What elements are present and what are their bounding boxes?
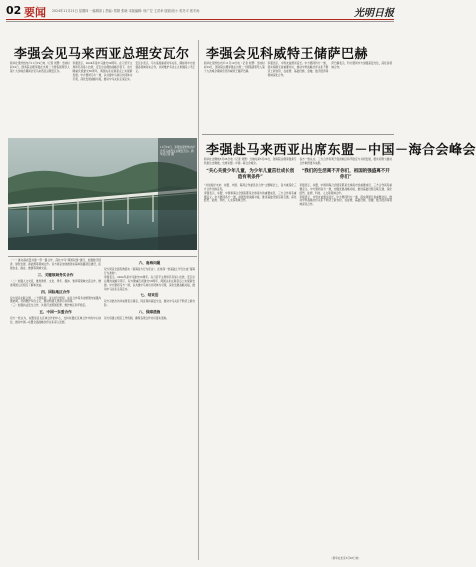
left-paragraph-1: 新华社里约热内卢11月19日电（记者 刘慧）当地时间19日，国务院总理李强在出席二十国集团领导人第十九次峰会期间会见马来西亚总理安瓦尔。 xyxy=(10,62,70,73)
section-heading-5: 五、中国一东盟合作 xyxy=(39,310,72,315)
right-top-columns xyxy=(204,62,392,132)
section-text-4: 双方同意在联合国、二十国集团、亚太经合组织、东亚合作等多边框架内加强沟通协调，共同维护多边主义，推动构建人类命运共同体。 xyxy=(10,296,101,304)
right-main-subtitle-1: “关心关爱少年儿童，为少年儿童茁壮成长创造有利条件” xyxy=(206,168,295,180)
header-rule xyxy=(6,19,394,20)
article-endnote: （新华社北京5月26日电） xyxy=(330,557,361,560)
section-text-7: 双方对此次访问成果表示满意，同意保持高层交往，推动中马关系不断迈上新台阶。 xyxy=(104,300,195,308)
section-text-5: 双方一致认为，东盟是亚太区域合作的中心，支持东盟在区域合作中的中心地位，推动中国—东盟全面战略伙伴关系深入发展。 xyxy=(10,317,101,325)
right-main-paragraph-6: 李强表示，中科友谊源远流长。中方愿同科方一道，落实两国元首重要共识，推动中科战略伙伴关系不断迈上新台阶，在能源、基础设施、金融、数字经济等领域深化合作。 xyxy=(299,195,392,207)
column-divider xyxy=(198,40,199,560)
headline-right-top: 李强会见科威特王储萨巴赫 xyxy=(206,47,369,62)
section-heading-8: 八、保障措施 xyxy=(138,310,161,315)
section-heading-4: 四、国际地区合作 xyxy=(41,289,70,294)
right-divider xyxy=(202,134,394,135)
left-lower-col-2 xyxy=(104,259,195,559)
right-top-paragraph-3: 萨巴赫表示，科方愿同中方加强高层交往，深化各领域合作。 xyxy=(331,62,393,69)
section-text-8: 双方将建立相应工作机制，确保各项合作共识落实落地。 xyxy=(104,317,169,321)
section-heading-7: 七、结束语 xyxy=(140,293,159,298)
header-rule-thin xyxy=(6,21,394,22)
right-main-col-2 xyxy=(300,158,393,558)
photo-caption-overlay xyxy=(160,146,196,157)
headline-right-main: 李强赴马来西亚出席东盟－中国－海合会峰会 xyxy=(206,143,476,158)
right-main-paragraph-3: 李强表示，东盟、中国和海合会国家都是全球南方的重要成员，三方合作具有重要意义。中方愿同各方一道，加强发展战略对接，推进基础设施互联互通，深化经贸、能源、科技、人文等领域合作。 xyxy=(204,191,297,203)
right-top-paragraph-1: 新华社里约热内卢11月19日电（记者 刘慧）当地时间19日，国务院总理李强在出席二十国集团领导人第十九次峰会期间会见科威特王储萨巴赫。 xyxy=(204,62,265,73)
left-lower-paragraph-3: （三）加强执法安全合作，共同打击跨国犯罪，维护地区和平稳定。 xyxy=(10,304,88,308)
right-main-subtitle-2: “我们的生活离不开你们，祖国的强盛离不开你们” xyxy=(301,168,390,180)
page-header xyxy=(6,4,394,18)
right-main-paragraph-1: 新华社吉隆坡5月26日电（记者 刘慧）当地时间5月26日，国务院总理李强乘专机抵达吉隆坡，出席东盟－中国－海合会峰会。 xyxy=(204,158,297,165)
left-lower-columns xyxy=(10,259,195,559)
left-lower-col-1 xyxy=(10,259,101,559)
right-main-paragraph-2: “共创美好未来：东盟、中国、海湾合作委员会合作”主题峰会上，各方就深化三方合作交换意见。 xyxy=(204,183,297,191)
right-main-columns xyxy=(204,158,392,558)
photo-caption-text: 11月19日，李强在里约热内卢会见马来西亚总理安瓦尔。新华社记者 摄 xyxy=(160,146,196,157)
left-lower-paragraph-repeat: 李强表示，2024年是中马建交50周年。在习近平主席和苏丹易卜拉欣、安瓦尔总理的战略引领下，双方隆重庆祝建交50周年，两国关系在新起点上实现新发展。中方愿同马方一道，以共建中马命运共同体为引领，深化发展战略对接，推动中马关系走深走实。 xyxy=(104,275,195,291)
right-main-paragraph-5: 李强表示，东盟、中国和海合会国家都是全球南方的重要成员，三方合作具有重要意义。中方愿同各方一道，加强发展战略对接，推进基础设施互联互通，深化经贸、能源、科技、人文等领域合作。 xyxy=(299,183,392,195)
right-top-paragraph-2: 李强表示，中科友谊源远流长。中方愿同科方一道，落实两国元首重要共识，推动中科战略伙伴关系不断迈上新台阶，在能源、基础设施、金融、数字经济等领域深化合作。 xyxy=(267,62,329,77)
left-upper-columns xyxy=(10,62,195,136)
section-title: 要闻 xyxy=(24,6,46,19)
left-paragraph-3: 安瓦尔表示，马方高度重视对华关系，期待同中方加强各领域务实合作，共同维护多边主义和国际公平正义。 xyxy=(135,62,196,73)
section-text-6: 双方同意全面有效落实《南海各方行为宣言》，在协商一致基础上早日达成“南海行为准则”。 xyxy=(104,268,195,275)
left-lower-subheading: 三、关键领域务实合作 xyxy=(37,272,74,277)
section-heading-6: 六、南海问题 xyxy=(138,261,161,265)
masthead-logo: 光明日报 xyxy=(354,8,394,19)
left-divider xyxy=(8,256,197,257)
right-main-paragraph-4: 各方一致认为，三方合作有利于促进地区和平稳定与共同发展，愿共同努力推动合作取得更多成果。 xyxy=(299,158,392,165)
left-lower-paragraph-2: （二）加强人文交流，推进教育、文化、青年、媒体、智库等领域交流合作，增进两国人民相互了解和友谊。 xyxy=(10,279,101,287)
right-main-col-1 xyxy=(204,158,297,558)
left-paragraph-2: 李强表示，2024年是中马建交50周年。在习近平主席和苏丹易卜拉欣、安瓦尔总理的战略引领下，双方隆重庆祝建交50周年，两国关系在新起点上实现新发展。中方愿同马方一道，以共建中马命运共同体为引领，深化发展战略对接，推动中马关系走深走实。 xyxy=(72,62,133,81)
page-number: 02 xyxy=(6,4,22,17)
issue-meta: 2024年11月21日 星期四 一编辑部 | 责编: 郑婧 张晓 本版编辑: 杨广宏 王洪举 版面设计: 郭冬平 郭冬雨 xyxy=(52,9,200,13)
left-lower-paragraph-1: （一）推动高质量共建一带一路合作，深化中马“两国双园”建设，加强数字经济、绿色发展、新能源等领域合作。双方同意加快推进东海岸铁路项目建设，拓展农业、渔业、旅游等领域交流。 xyxy=(10,259,101,270)
headline-left: 李强会见马来西亚总理安瓦尔 xyxy=(14,47,190,62)
